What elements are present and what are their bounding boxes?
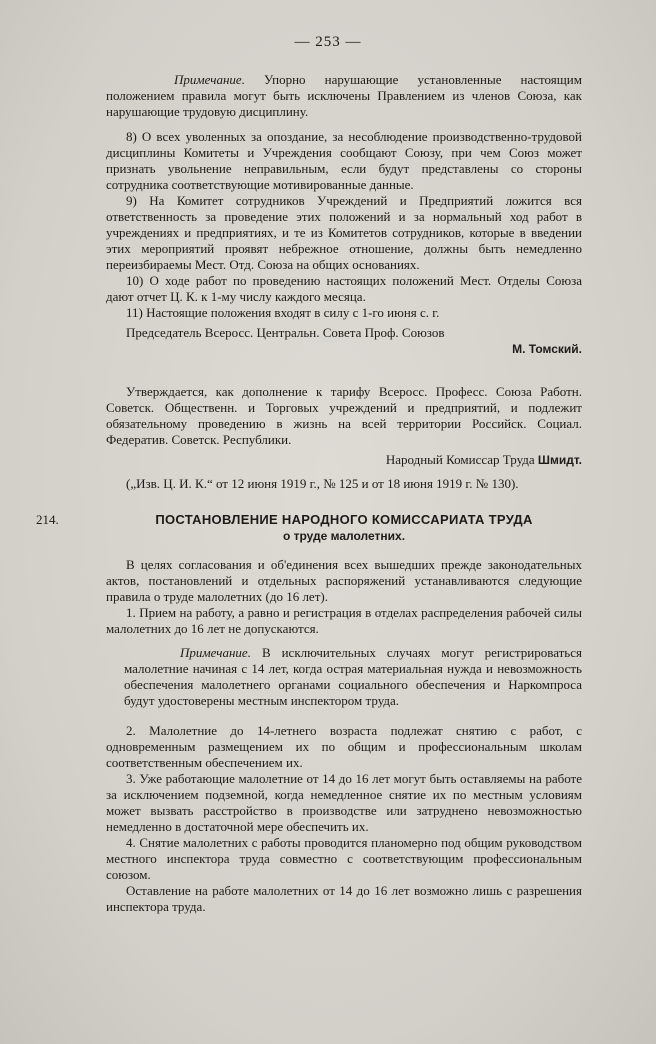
source-reference: („Изв. Ц. И. К.“ от 12 июня 1919 г., № 125 и от 18 июня 1919 г. № 130). [126, 476, 519, 491]
items-a [106, 129, 582, 357]
decree-item-3: 3. Уже работающие малолетние от 14 до 16 лет могут быть оставляемы на работе за исключением подземной, когда немедленное снятие их по местным условиям может вызвать расстройство в производстве или затруднено невозможностью немедленно в достаточной мере обеспечить их. [106, 771, 582, 834]
item-11: 11) Настоящие положения входят в силу с 1-го июня с. г. [126, 305, 440, 320]
decree-title: ПОСТАНОВЛЕНИЕ НАРОДНОГО КОМИССАРИАТА ТРУДА [155, 512, 533, 527]
signature-name: М. Томский. [512, 342, 582, 356]
decree-note [106, 645, 582, 709]
page-number: — 253 — [294, 34, 362, 50]
decree [106, 512, 582, 915]
approval-text: Утверждается, как дополнение к тарифу Всеросс. Професс. Союза Работн. Советск. Общественн. и Торговых учреждений и предприятий, и подлежит обязательному проведению в жизнь на всей территории Российск. Социал. Федератив. Советск. Республики. [106, 384, 582, 447]
decree-final: Оставление на работе малолетних от 14 до 16 лет возможно лишь с разрешения инспектора труда. [106, 883, 582, 914]
approval-signer-line [106, 452, 582, 468]
margin-number: 214. [36, 512, 59, 527]
decree-item-2: 2. Малолетние до 14-летнего возраста подлежат снятию с работ, с одновременным размещением их по общим и профессиональным школам соответственным обеспечением их. [106, 723, 582, 770]
approval [106, 384, 582, 492]
top-note-text: Упорно нарушающие установленные настоящим положением правила могут быть исключены Правлением из членов Союза, как нарушающие трудовую дисциплину. [106, 72, 582, 119]
decree-item-4: 4. Снятие малолетних с работы проводится планомерно под общим руководством местного инспектора труда совместно с соответствующим профессиональным союзом. [106, 835, 582, 882]
top-note-label: Примечание. [174, 72, 245, 87]
signature-line: Председатель Всеросс. Центральн. Совета Проф. Союзов [126, 325, 445, 340]
decree-note-label: Примечание. [180, 645, 251, 660]
item-8: 8) О всех уволенных за опоздание, за несоблюдение производственно-трудовой дисциплины Комитеты и Учреждения сообщают Союзу, при чем Союз может признать увольнение неправильным, если будут представлены со стороны сотрудника соответствующие мотивированные данные. [106, 129, 582, 192]
decree-item-1: 1. Прием на работу, а равно и регистрация в отделах распределения рабочей силы малолетних до 16 лет не допускаются. [106, 605, 582, 636]
decree-note-text: В исключительных случаях могут регистрироваться малолетние начиная с 14 лет, когда острая материальная нужда и невозможность обеспечения малолетнего органами социального обеспечения и Наркомпроса будут удостоверены местным инспектором труда. [124, 645, 582, 708]
decree-subtitle: о труде малолетних. [282, 529, 406, 543]
item-10: 10) О ходе работ по проведению настоящих положений Мест. Отделы Союза дают отчет Ц. К. к 1-му числу каждого месяца. [106, 273, 582, 304]
top-note [106, 72, 582, 120]
approval-signer-name: Шмидт. [537, 453, 582, 467]
decree-note-paragraph [124, 645, 582, 709]
top-note-paragraph [106, 72, 582, 120]
item-9: 9) На Комитет сотрудников Учреждений и Предприятий ложится вся ответственность за проведение этих положений и за нормальный ход работ в учреждениях и предприятиях, и те из Комитетов сотрудников, которые в введении этих мероприятий проявят небрежное отношение, должны быть немедленно переизбираемы Мест. Отд. Союза на общих основаниях. [106, 193, 582, 272]
decree-intro: В целях согласования и об'единения всех вышедших прежде законодательных актов, постановлений и отдельных распоряжений устанавливаются следующие правила о труде малолетних (до 16 лет). [106, 557, 582, 604]
approval-signer: Народный Комиссар Труда [385, 452, 538, 467]
